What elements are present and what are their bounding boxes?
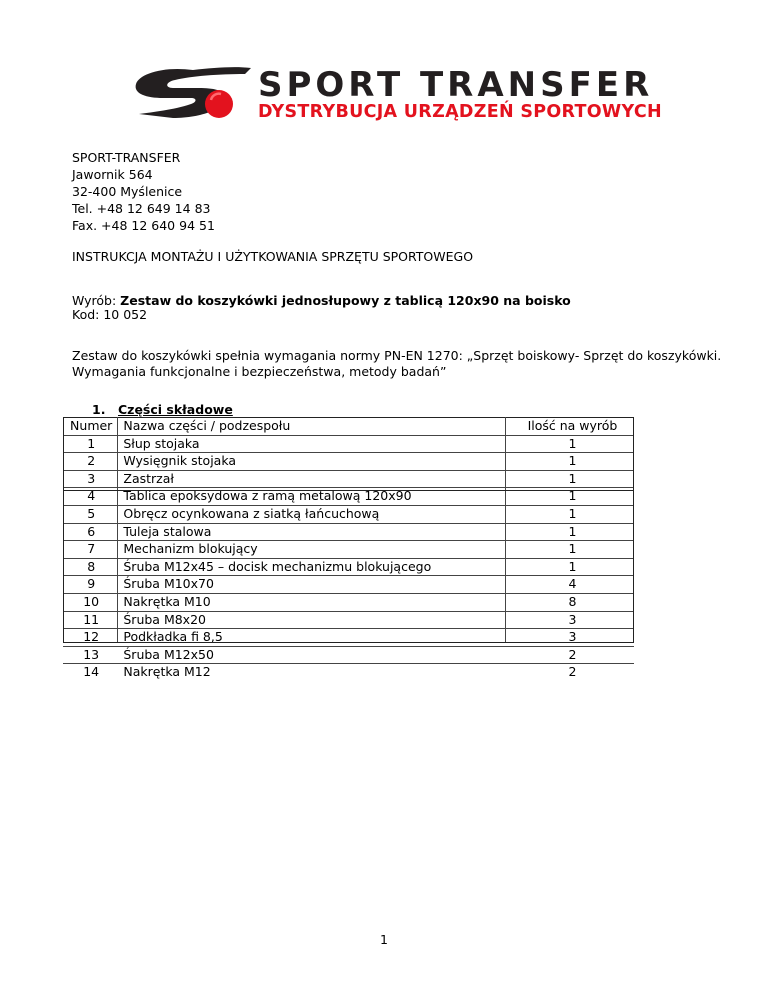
row-quantity: 1: [511, 453, 634, 471]
row-quantity: 2: [511, 664, 634, 681]
table-row: [63, 593, 634, 611]
address-city: 32-400 Myślenice: [72, 184, 183, 199]
header-quantity: Ilość na wyrób: [511, 418, 634, 436]
row-part-name: Zastrzał: [119, 470, 511, 488]
row-quantity: 3: [511, 629, 634, 647]
table-row: [63, 453, 634, 471]
row-part-name: Śruba M10x70: [119, 576, 511, 594]
row-number: 12: [63, 629, 119, 647]
table-row-separator: [63, 490, 634, 491]
table-row: [63, 435, 634, 453]
row-number: 11: [63, 611, 119, 629]
company-logo: [133, 64, 662, 124]
table-row: [63, 505, 634, 523]
row-quantity: 1: [511, 558, 634, 576]
product-label: Wyrób:: [72, 293, 121, 308]
table-row: [63, 558, 634, 576]
row-number: 9: [63, 576, 119, 594]
row-part-name: Śruba M12x50: [119, 646, 511, 664]
header-number: Numer: [63, 418, 119, 436]
section-number: 1.: [92, 402, 106, 417]
fax-number: Fax. +48 12 640 94 51: [72, 218, 215, 233]
row-part-name: Obręcz ocynkowana z siatką łańcuchową: [119, 505, 511, 523]
table-row: [63, 664, 634, 681]
table-header-row: [63, 418, 634, 436]
row-part-name: Śruba M8x20: [119, 611, 511, 629]
row-part-name: Mechanizm blokujący: [119, 541, 511, 559]
row-quantity: 2: [511, 646, 634, 664]
table-border-bottom: [63, 642, 634, 643]
product-code: Kod: 10 052: [72, 307, 148, 322]
logo-brand-text: SPORT TRANSFER: [258, 65, 654, 105]
table-row: [63, 541, 634, 559]
table-row: [63, 523, 634, 541]
row-quantity: 1: [511, 541, 634, 559]
company-address: [72, 149, 215, 234]
logo-tagline: DYSTRYBUCJA URZĄDZEŃ SPORTOWYCH: [258, 102, 662, 122]
row-quantity: 1: [511, 488, 634, 506]
document-title: INSTRUKCJA MONTAŻU I UŻYTKOWANIA SPRZĘTU SPORTOWEGO: [72, 249, 474, 264]
row-quantity: 8: [511, 593, 634, 611]
row-number: 6: [63, 523, 119, 541]
row-part-name: Tuleja stalowa: [119, 523, 511, 541]
table-row: [63, 646, 634, 664]
row-part-name: Śruba M12x45 – docisk mechanizmu blokującego: [119, 558, 511, 576]
table-row: [63, 629, 634, 647]
row-quantity: 1: [511, 505, 634, 523]
company-name: SPORT-TRANSFER: [72, 150, 181, 165]
row-part-name: Tablica epoksydowa z ramą metalową 120x90: [119, 488, 511, 506]
row-quantity: 1: [511, 435, 634, 453]
row-part-name: Nakrętka M12: [119, 664, 511, 681]
row-quantity: 4: [511, 576, 634, 594]
row-quantity: 1: [511, 523, 634, 541]
row-number: 10: [63, 593, 119, 611]
section-title: Części składowe: [118, 402, 233, 417]
table-row: [63, 470, 634, 488]
table-row: [63, 576, 634, 594]
logo-mark-icon: [133, 64, 258, 124]
page-number: 1: [380, 932, 388, 947]
row-number: 13: [63, 646, 119, 664]
row-number: 3: [63, 470, 119, 488]
table-column-divider: [505, 417, 506, 642]
row-number: 1: [63, 435, 119, 453]
norm-statement-line2: Wymagania funkcjonalne i bezpieczeństwa, metody badań”: [72, 364, 447, 379]
table-border-right: [633, 417, 634, 642]
table-row: [63, 611, 634, 629]
row-number: 5: [63, 505, 119, 523]
row-number: 4: [63, 488, 119, 506]
row-quantity: 3: [511, 611, 634, 629]
table-column-divider: [117, 417, 118, 642]
row-part-name: Słup stojaka: [119, 435, 511, 453]
row-number: 8: [63, 558, 119, 576]
address-street: Jawornik 564: [72, 167, 153, 182]
row-quantity: 1: [511, 470, 634, 488]
product-name: Zestaw do koszykówki jednosłupowy z tablicą 120x90 na boisko: [120, 293, 571, 308]
table-border-left: [63, 417, 64, 642]
row-number: 2: [63, 453, 119, 471]
row-part-name: Podkładka fi 8,5: [119, 629, 511, 647]
section-heading: [92, 401, 233, 418]
row-part-name: Nakrętka M10: [119, 593, 511, 611]
header-part-name: Nazwa części / podzespołu: [119, 418, 511, 436]
phone-number: Tel. +48 12 649 14 83: [72, 201, 211, 216]
row-number: 7: [63, 541, 119, 559]
norm-statement-line1: Zestaw do koszykówki spełnia wymagania normy PN-EN 1270: „Sprzęt boiskowy- Sprzęt do koszykówki.: [72, 348, 722, 363]
row-part-name: Wysięgnik stojaka: [119, 453, 511, 471]
row-number: 14: [63, 664, 119, 681]
